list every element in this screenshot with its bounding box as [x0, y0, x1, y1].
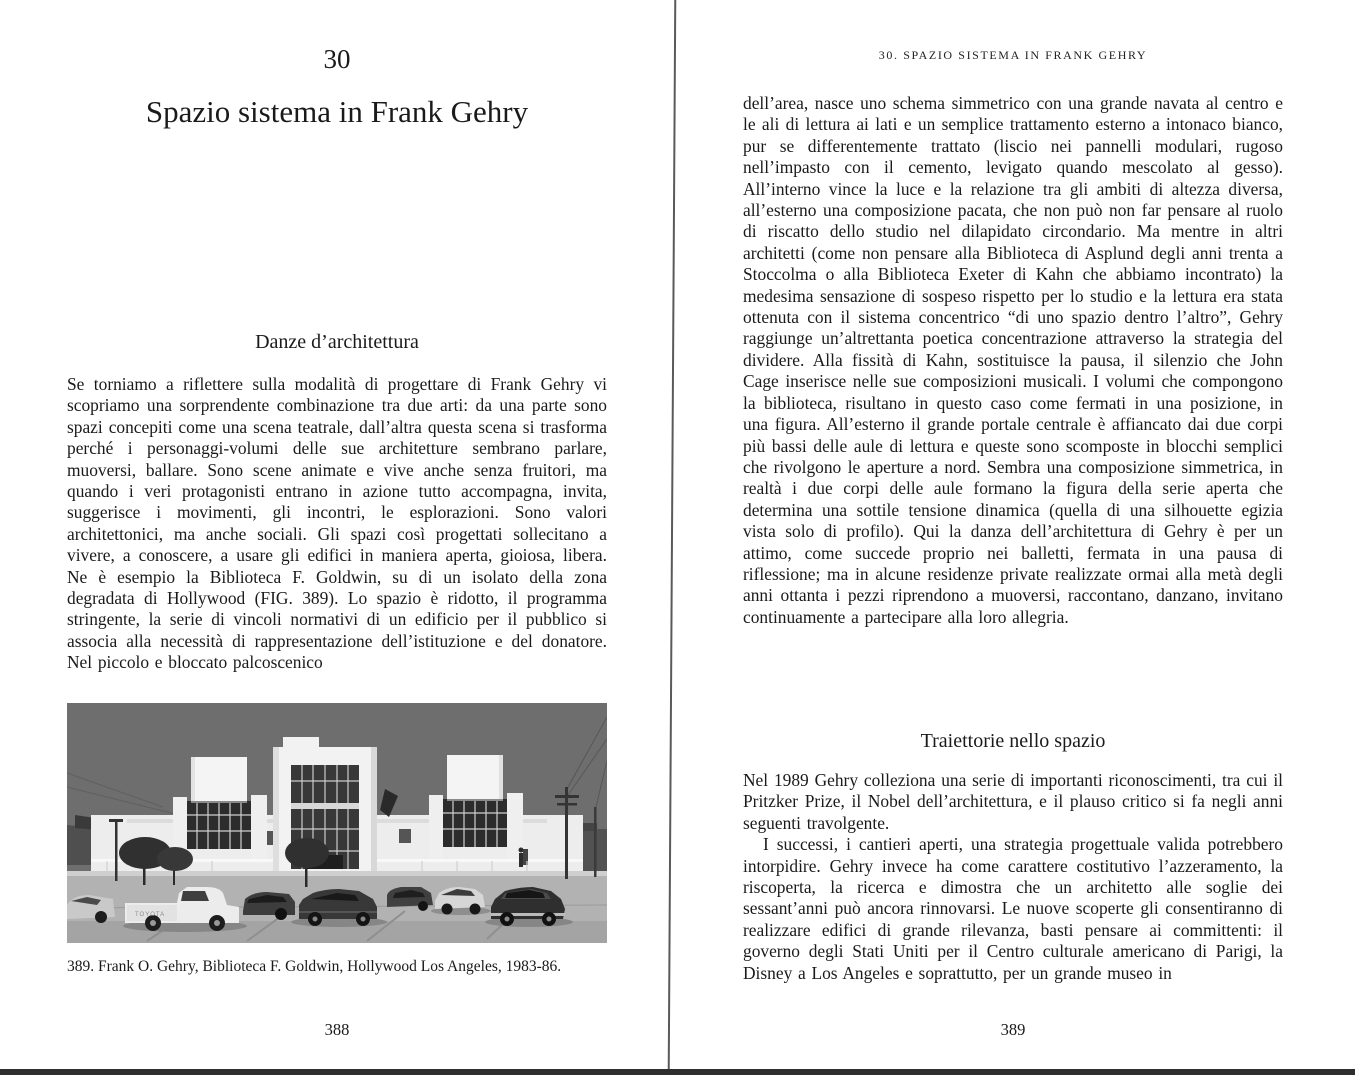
figure-photo-goldwin-library [67, 703, 607, 943]
gutter-divider [668, 0, 676, 1069]
library-photo-illustration [67, 703, 607, 943]
right-body-paragraph-group [743, 770, 1283, 984]
truck-tailgate-label: TOYOTA [135, 912, 166, 918]
left-body-paragraph: Se torniamo a riflettere sulla modalità di progettare di Frank Gehry vi scopriamo una sorprendente combinazione tra due arti: da una parte sono spazi concepiti come una scena teatrale, dall’altra questa scena si trasforma perché i personaggi-volumi delle sue architetture sembrano parlare, muoversi, ballare. Sono scene animate e vive anche senza fruitori, ma quando i veri protagonisti entrano in azione tutto accompagna, invita, suggerisce i movimenti, gli incontri, le esplorazioni. Sono valori architettonici, ma anche sociali. Gli spazi così progettati sollecitano a vivere, a conoscere, a usare gli edifici in maniera aperta, gioiosa, libera. Ne è esempio la Biblioteca F. Goldwin, su di un isolato della zona degradata di Hollywood (FIG. 389). Lo spazio è ridotto, il programma stringente, la serie di vincoli normativi di un edificio per il pubblico si associa alla necessità di rappresentazione dell’istituzione e del donatore. Nel piccolo e bloccato palcoscenico [67, 374, 607, 673]
chapter-title: Spazio sistema in Frank Gehry [145, 94, 529, 129]
page-number-right: 389 [1000, 1020, 1026, 1039]
section-heading-traiettorie: Traiettorie nello spazio [920, 730, 1106, 752]
right-body-paragraph-2: Nel 1989 Gehry colleziona una serie di importanti riconoscimenti, tra cui il Pritzker Prize, il Nobel dell’architettura, e il plauso critico si fa negli anni seguenti travolgente. [743, 770, 1283, 833]
section-heading-danze: Danze d’architettura [255, 331, 419, 353]
right-body-paragraph-3: I successi, i cantieri aperti, una strategia progettuale valida potrebbero intorpidire. Gehry invece ha come carattere costitutivo l’azzeramento, la riscoperta, la ricerca e dimostra che un architetto alle soglie dei sessant’anni può ancora rinnovarsi. Le nuove scoperte gli consentiranno di realizzare edifici di grande rilevanza, basti pensare ai committenti: il governo degli Stati Uniti per il Centro culturale americano di Parigi, la Disney a Los Angeles e soprattutto, per un grande museo in [743, 834, 1283, 983]
figure-caption: 389. Frank O. Gehry, Biblioteca F. Goldwin, Hollywood Los Angeles, 1983-86. [67, 958, 562, 975]
left-page [67, 0, 607, 1075]
running-header: 30. SPAZIO SISTEMA IN FRANK GEHRY [878, 48, 1148, 62]
chapter-number: 30 [323, 44, 351, 74]
right-page [743, 0, 1283, 1075]
scan-edge-bar [0, 1069, 1355, 1075]
right-body-paragraph-1: dell’area, nasce uno schema simmetrico con una grande navata al centro e le ali di lettura ai lati e un semplice trattamento esterno a intonaco bianco, pur se differentemente trattato (liscio nei pannelli modulari, rugoso nell’impasto con il cemento, levigato quando mescolato al gesso). All’interno vince la luce e la relazione tra gli ambiti di altezza diversa, all’esterno una composizione pacata, che non può non far pensare al ruolo di riscatto dello studio nel dilapidato circondario. Ma mentre in altri architetti (come non pensare alla Biblioteca di Asplund degli anni trenta a Stoccolma o alla Biblioteca Exeter di Kahn che abbiamo incontrato) la medesima sensazione di sospeso rispetto per lo studio e la lettura era stata ottenuta con il sistema concentrico “di uno spazio dentro l’altro”, Gehry raggiunge un’altrettanta poetica concentrazione attraverso la strategia del dividere. Alla fissità di Kahn, sostituisce la pausa, il silenzio che John Cage inserisce nelle sue composizioni musicali. I volumi che compongono la biblioteca, risultano in questo caso come fermati in una posizione, in una figura. All’esterno il grande portale centrale è affiancato dai due corpi più bassi delle aule di lettura e queste sono scomposte in blocchi semplici che rivolgono le aperture a nord. Sembra una composizione simmetrica, in realtà i due corpi delle aule formano la figura della serie aperta che determina una sottile tensione dinamica (quella di una silhouette egizia vista solo di profilo). Qui la danza dell’architettura di Gehry è per un attimo, come succede proprio nei balletti, fermata in una pausa di riflessione; ma in alcune residenze private realizzate ormai alla metà degli anni ottanta i pezzi riprendono a muoversi, raccontano, danzano, invitano continuamente a partecipare alla loro allegria. [743, 93, 1283, 627]
page-number-left: 388 [324, 1020, 350, 1039]
